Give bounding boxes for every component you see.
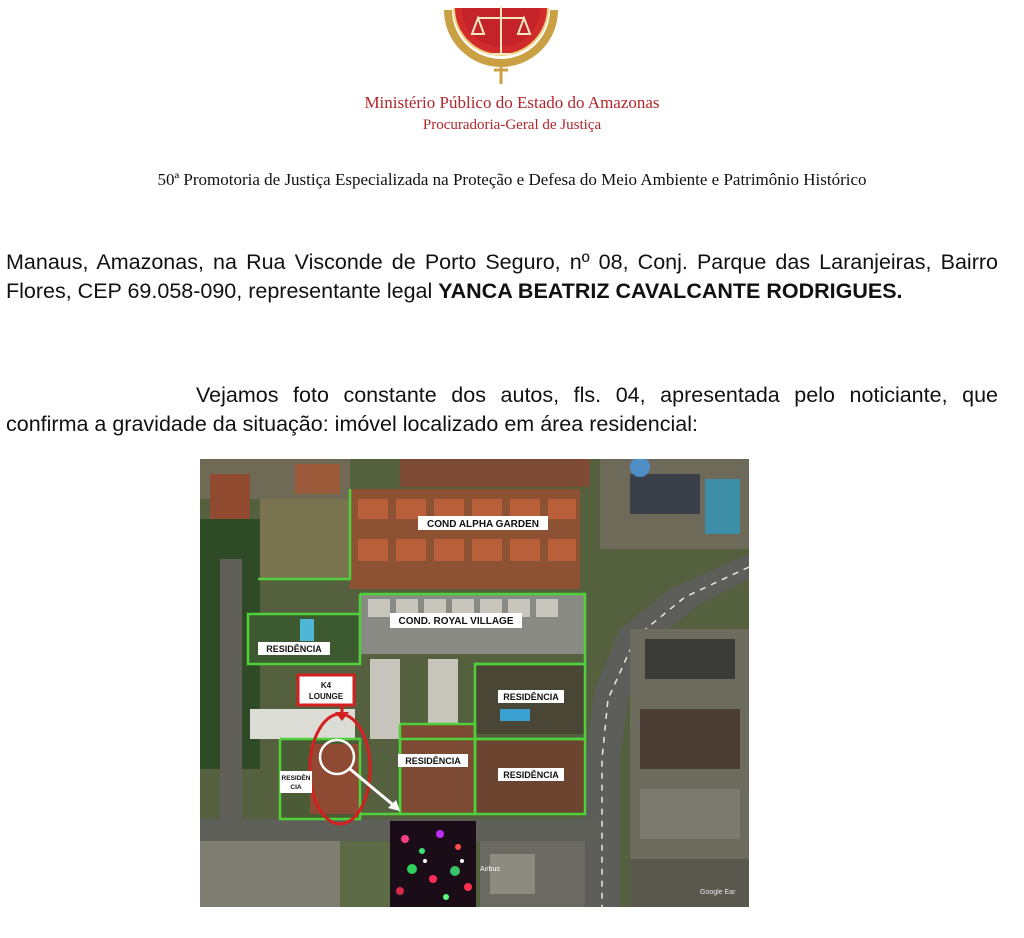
label-residencia-left [258, 642, 330, 655]
label-cond-royal [390, 613, 522, 628]
paragraph-address [6, 248, 998, 306]
label-k4-lounge [298, 675, 354, 705]
institution-seal-logo [436, 0, 566, 88]
label-residencia-left-text: RESIDÊNCIA [266, 644, 322, 654]
label-k4-line2: LOUNGE [308, 692, 344, 701]
label-cond-alpha [418, 516, 548, 530]
label-residencia-right-bottom-text: RESIDÊNCIA [503, 770, 559, 780]
label-cond-alpha-text: COND ALPHA GARDEN [426, 519, 540, 530]
label-airbus: Airbus [480, 866, 500, 873]
label-residencia-center-text: RESIDÊNCIA [405, 756, 461, 766]
paragraph-photo-intro [6, 381, 998, 439]
legal-representative-name: YANCA BEATRIZ CAVALCANTE RODRIGUES. [438, 278, 903, 303]
label-residencia-small-line2: CIA [290, 784, 302, 791]
label-residencia-small-line1: RESIDÊN [281, 775, 311, 782]
institution-subtitle: Procuradoria-Geral de Justiça [422, 117, 602, 133]
aerial-photo [200, 459, 749, 907]
label-residencia-right-top [498, 690, 564, 703]
label-residencia-right-top-text: RESIDÊNCIA [503, 692, 559, 702]
label-residencia-center [398, 754, 468, 767]
paragraph-photo-intro-text: Vejamos foto constante dos autos, fls. 04, apresentada pelo noticiante, que confirma a gravidade da situação: imóvel localizado em área residencial: [6, 382, 998, 436]
label-residencia-small [280, 771, 312, 793]
institution-name: Ministério Público do Estado do Amazonas [364, 93, 660, 112]
label-residencia-right-bottom [498, 768, 564, 781]
promotoria-heading: 50ª Promotoria de Justiça Especializada na Proteção e Defesa do Meio Ambiente e Patrimônio Histórico [157, 170, 867, 189]
google-earth-watermark: Google Ear [700, 889, 736, 896]
paragraph-address-text: Manaus, Amazonas, na Rua Visconde de Porto Seguro, nº 08, Conj. Parque das Laranjeiras, Bairro Flores, CEP 69.058-090, representante legal [6, 249, 998, 303]
label-cond-royal-text: COND. ROYAL VILLAGE [398, 616, 514, 627]
label-k4-line1: K4 [320, 681, 332, 690]
